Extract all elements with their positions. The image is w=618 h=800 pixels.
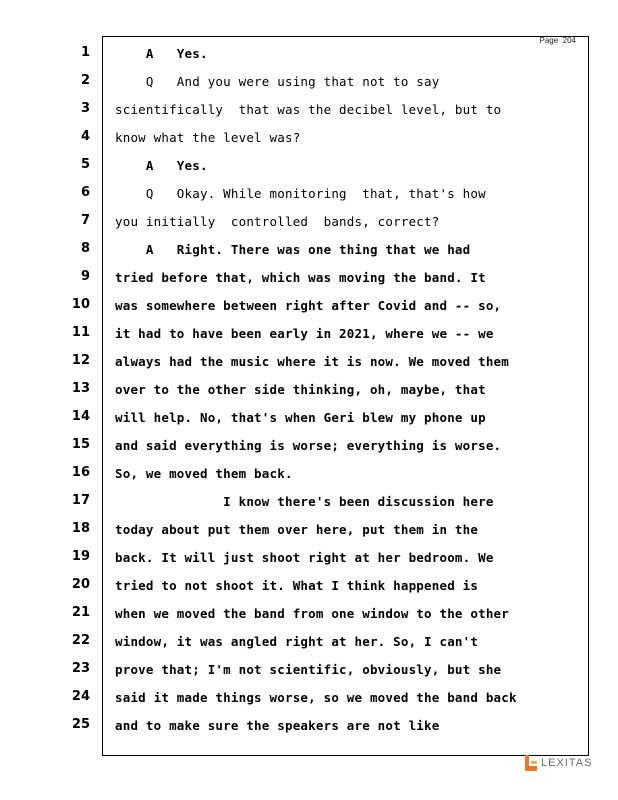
line-number: 2 bbox=[80, 73, 90, 88]
transcript-line: it had to have been early in 2021, where we -- we bbox=[115, 326, 494, 341]
line-number: 24 bbox=[71, 689, 90, 704]
line-number: 21 bbox=[71, 605, 90, 620]
line-number: 9 bbox=[80, 269, 90, 284]
line-number: 22 bbox=[71, 633, 90, 648]
transcript-line: you initially controlled bands, correct? bbox=[115, 214, 440, 229]
transcript-line: A Right. There was one thing that we had bbox=[115, 242, 471, 257]
line-number: 17 bbox=[71, 493, 90, 508]
line-number: 8 bbox=[80, 241, 90, 256]
line-number: 20 bbox=[71, 577, 90, 592]
line-number: 3 bbox=[80, 101, 90, 116]
page-number: Page 204 bbox=[539, 36, 576, 45]
line-number: 25 bbox=[71, 717, 90, 732]
transcript-line: when we moved the band from one window to the other bbox=[115, 606, 510, 621]
transcript-line: always had the music where it is now. We moved them bbox=[115, 354, 510, 369]
line-number: 4 bbox=[80, 129, 90, 144]
line-number: 16 bbox=[71, 465, 90, 480]
transcript-line: tried to not shoot it. What I think happened is bbox=[115, 578, 479, 593]
transcript-line: back. It will just shoot right at her bedroom. We bbox=[115, 550, 494, 565]
transcript-line: prove that; I'm not scientific, obviously, but she bbox=[115, 662, 502, 677]
transcript-line: Q Okay. While monitoring that, that's how bbox=[115, 186, 486, 201]
transcript-line: know what the level was? bbox=[115, 130, 301, 145]
line-number: 6 bbox=[80, 185, 90, 200]
transcript-line: and to make sure the speakers are not like bbox=[115, 718, 440, 733]
line-number: 11 bbox=[71, 325, 90, 340]
transcript-line: I know there's been discussion here bbox=[115, 494, 494, 509]
lexitas-logo-icon bbox=[524, 755, 538, 771]
transcript-line: said it made things worse, so we moved the band back bbox=[115, 690, 517, 705]
transcript-line: So, we moved them back. bbox=[115, 466, 293, 481]
transcript-line: window, it was angled right at her. So, I can't bbox=[115, 634, 479, 649]
line-number: 23 bbox=[71, 661, 90, 676]
transcript-line: will help. No, that's when Geri blew my phone up bbox=[115, 410, 486, 425]
line-number: 19 bbox=[71, 549, 90, 564]
lexitas-logo-text: LEXITAS bbox=[541, 757, 593, 769]
line-number: 18 bbox=[71, 521, 90, 536]
transcript-line: Q And you were using that not to say bbox=[115, 74, 440, 89]
transcript-line: A Yes. bbox=[115, 158, 208, 173]
transcript-line: A Yes. bbox=[115, 46, 208, 61]
transcript-line: today about put them over here, put them in the bbox=[115, 522, 479, 537]
transcript-line: and said everything is worse; everything is worse. bbox=[115, 438, 502, 453]
line-number: 5 bbox=[80, 157, 90, 172]
line-number: 15 bbox=[71, 437, 90, 452]
transcript-line: over to the other side thinking, oh, maybe, that bbox=[115, 382, 486, 397]
transcript-line: scientifically that was the decibel level, but to bbox=[115, 102, 502, 117]
line-number: 7 bbox=[80, 213, 90, 228]
line-number: 12 bbox=[71, 353, 90, 368]
transcript-line: tried before that, which was moving the band. It bbox=[115, 270, 486, 285]
line-number: 14 bbox=[71, 409, 90, 424]
lexitas-logo bbox=[524, 755, 592, 771]
line-number: 10 bbox=[71, 297, 90, 312]
line-number: 13 bbox=[71, 381, 90, 396]
transcript-line: was somewhere between right after Covid and -- so, bbox=[115, 298, 502, 313]
line-number: 1 bbox=[80, 45, 90, 60]
